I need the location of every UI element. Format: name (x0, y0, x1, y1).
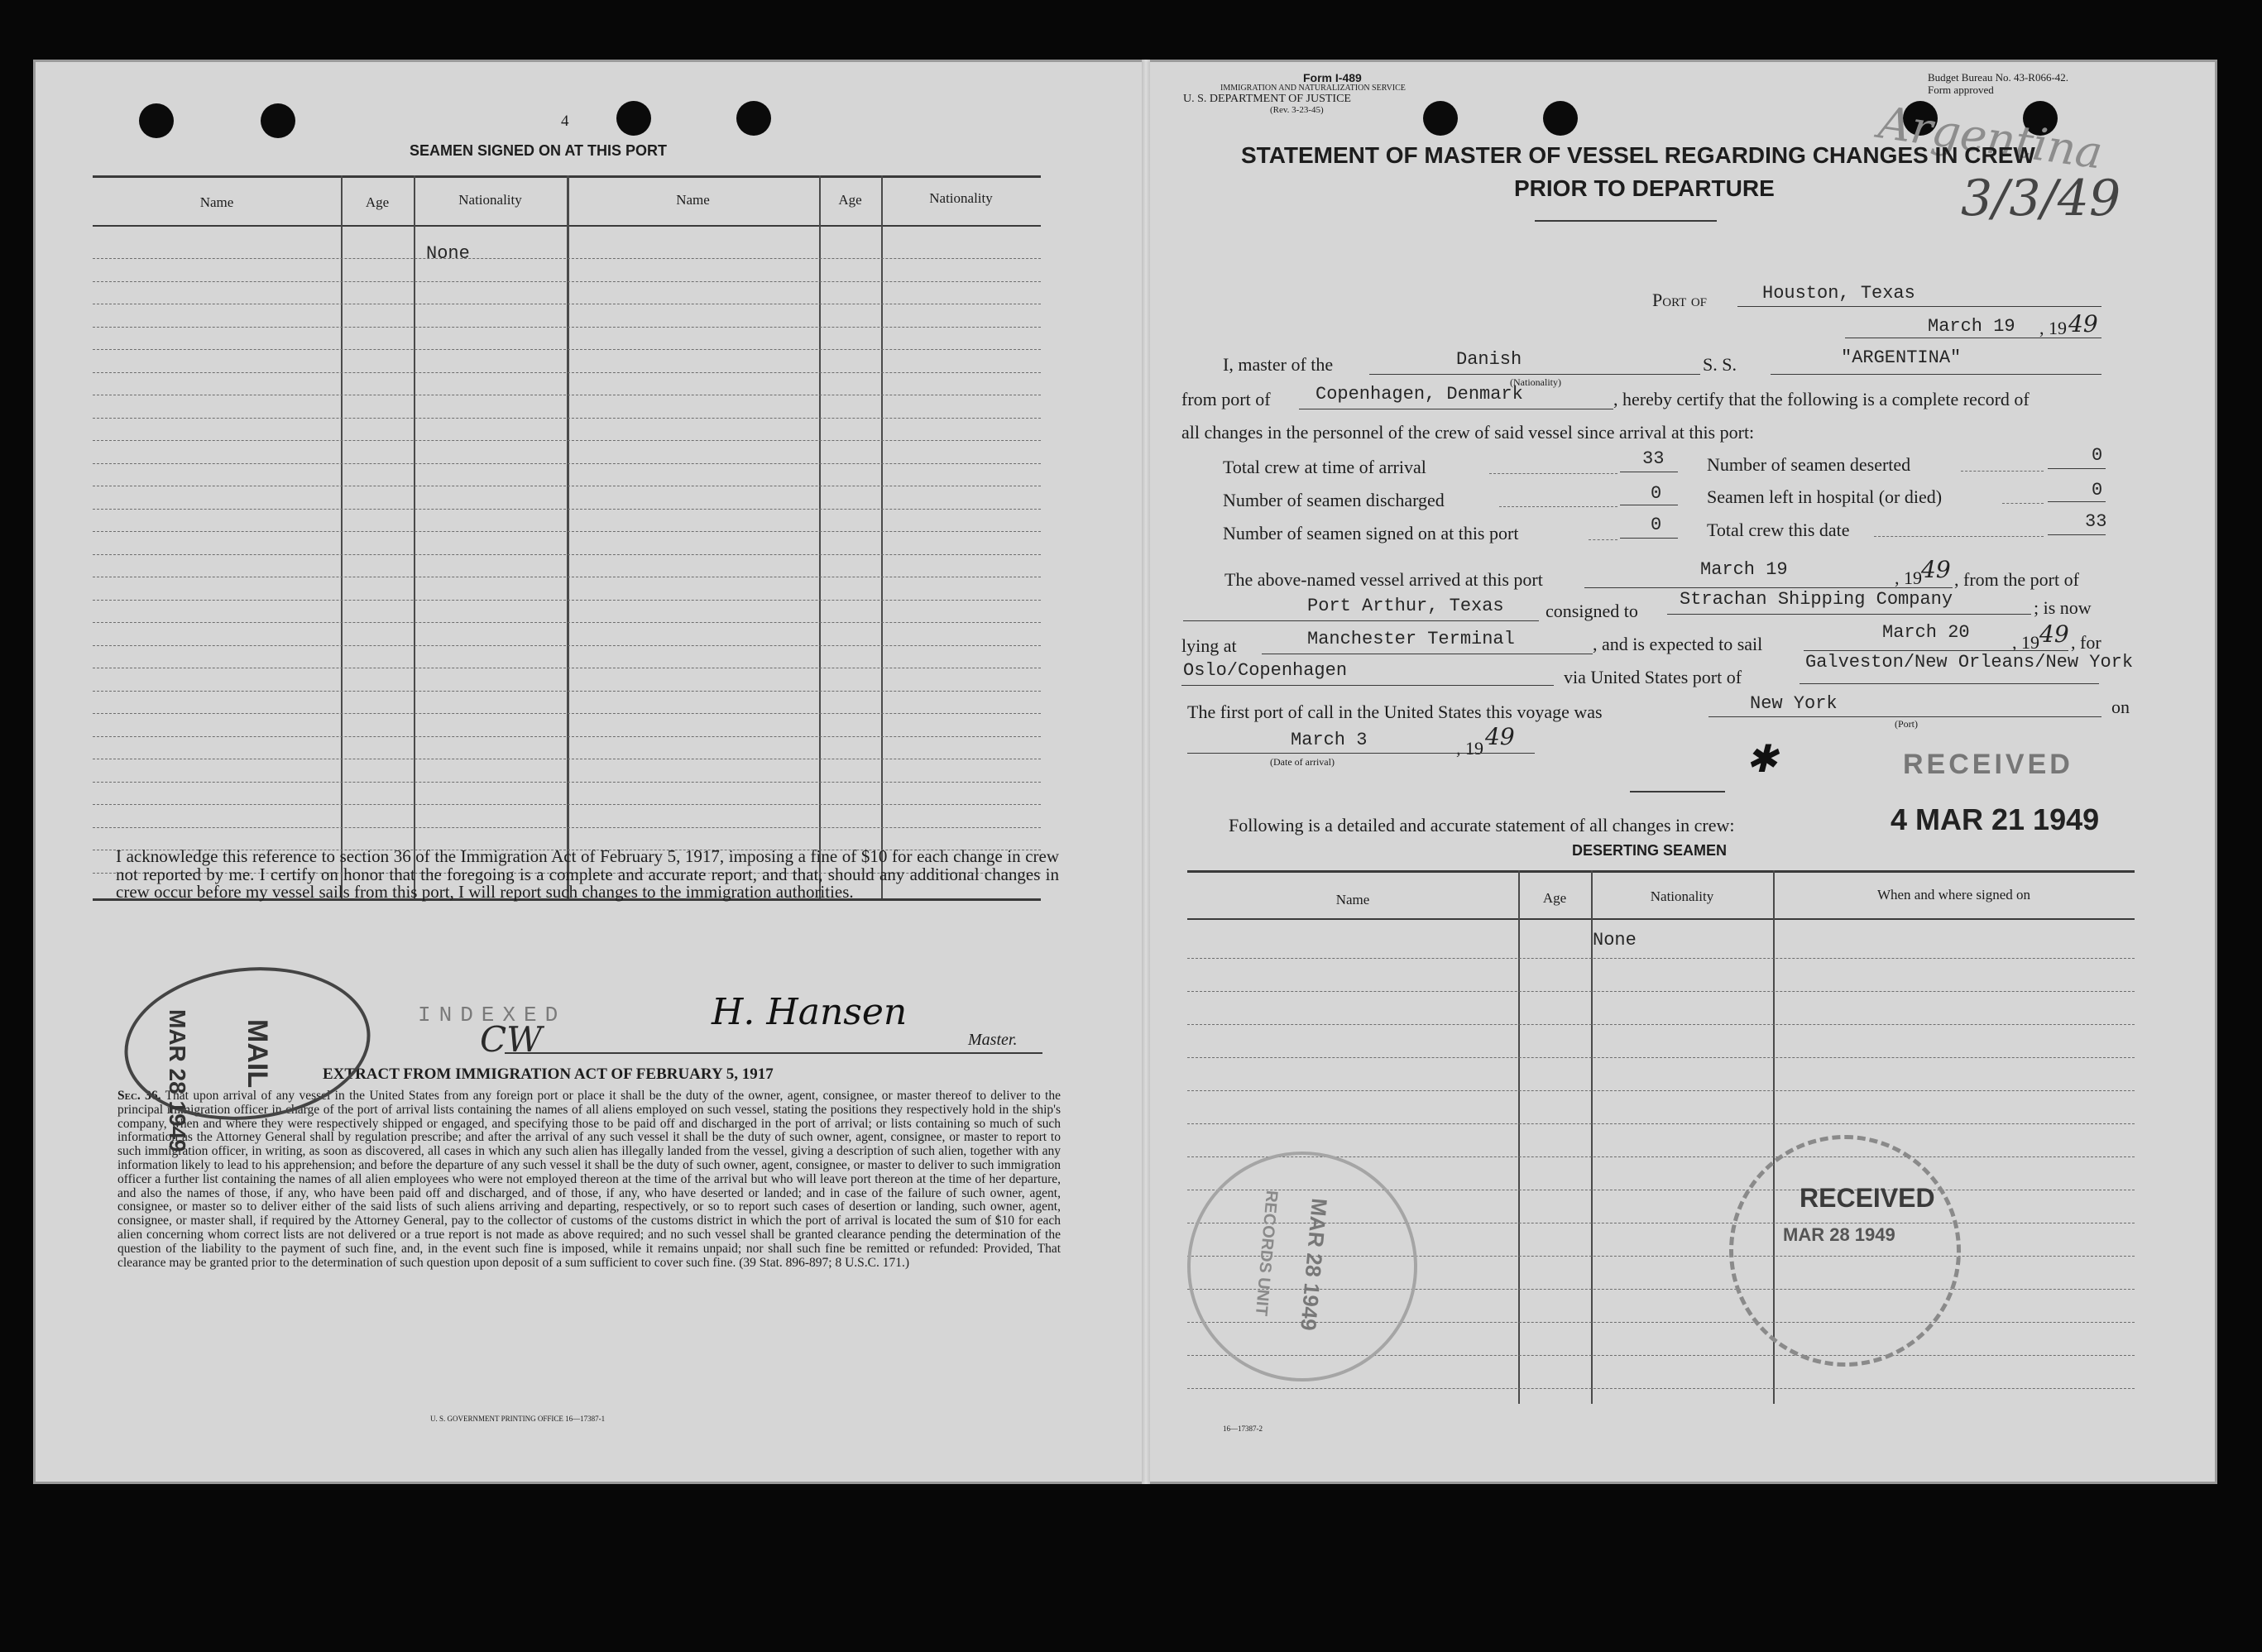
received-round-stamp-date: MAR 28 1949 (1783, 1224, 1895, 1245)
table-row-line (1187, 1090, 2135, 1091)
master-signature-line (505, 1052, 1042, 1054)
leader-dots (1499, 506, 1617, 507)
first-port-value: New York (1750, 693, 1838, 714)
title-underline (1535, 220, 1717, 222)
nationality-caption: (Nationality) (1510, 376, 1561, 388)
table-row-line (93, 691, 1041, 692)
received-stamp-date: 4 MAR 21 1949 (1891, 802, 2100, 836)
column-header-name: Name (199, 194, 234, 210)
signed-on-entry: None (426, 243, 470, 264)
column-header-nationality: Nationality (458, 192, 522, 208)
punch-hole (616, 101, 651, 136)
table-row-line (1187, 1388, 2135, 1389)
extract-section-label: Sec. 36. (117, 1089, 161, 1103)
via-ports-value: Galveston/New Orleans/New York (1805, 652, 2134, 673)
vessel-name-line (1771, 374, 2101, 375)
table-row-line (93, 554, 1041, 555)
extract-text: That upon arrival of any vessel in the United States from any foreign port or place it shall be the duty of the owner, agent, consignee, or master thereof to deliver to the principal immigration officer in charge of the port of arrival lists containing the names of all aliens employed on such vessel, stating the positions they respectively hold in the ship's company, when and where they were respectively shipped or engaged, and specifying those to be paid off and discharged in the port of arrival; or lists containing so much of such information as the Attorney General shall by regulation prescribe; and after the arrival of any such vessel it shall be the duty of such owner, agent, consignee, or master to report to such immigration officer, in writing, as soon as discovered, all cases in which any such alien has illegally landed from the vessel, giving a description of such alien, together with any information likely to lead to his apprehension; and before the departure of any such vessel it shall be the duty of such owner, agent, consignee, or master to deliver to such immigration officer a further list containing the names of all alien employees who were not employed thereon at the time of the arrival but who will leave port thereon at the time of her departure, and also the names of those, if any, who have been paid off and discharged, and of those, if any, who have deserted or landed; and in case of the failure of such owner, agent, consignee, or master so to deliver either of the said lists of such aliens arriving and departing, respectively, or so to report such cases of desertion or landing, such owner, agent, consignee, or master shall, if required by the Attorney General, pay to the collector of customs of the customs district in which the port of arrival is located the sum of $10 for each alien concerning whom correct lists are not delivered or a true report is not made as above required; and no such vessel shall be granted clearance pending the determination of the question of the liability to the payment of such fine, and, in the event such fine is imposed, while it remains unpaid; nor shall such fine be remitted or refunded: Provided, That clearance may be granted prior to the determination of such question upon deposit of a sum sufficient to cover such fine. (39 Stat. 896-897; 8 U.S.C. 171.) (117, 1089, 1061, 1270)
deserted-label: Number of seamen deserted (1707, 454, 1911, 475)
column-divider (881, 175, 883, 899)
from-the-port-label: , from the port of (1954, 569, 2079, 590)
for-label: , for (2071, 632, 2101, 653)
first-arrival-year-value: 49 (1485, 723, 1515, 750)
certify-text: , hereby certify that the following is a complete record of (1613, 389, 2030, 409)
mail-stamp-word: MAIL (242, 1019, 273, 1089)
table-row-line (93, 531, 1041, 532)
master-of-label: I, master of the (1223, 354, 1334, 375)
form-title-line-2: PRIOR TO DEPARTURE (1514, 175, 1775, 201)
punch-hole (1543, 101, 1578, 136)
agency-line-1: IMMIGRATION AND NATURALIZATION SERVICE (1220, 84, 1406, 93)
punch-hole (1423, 101, 1458, 136)
leader-dots (1874, 536, 2044, 537)
deserting-top-rule (1187, 870, 2135, 873)
from-port-value: Copenhagen, Denmark (1316, 384, 1523, 405)
signed-on-count-value: 0 (1651, 515, 1662, 535)
form-approved: Form approved (1928, 84, 1994, 96)
port-of-label: Port of (1652, 290, 1708, 310)
page-number: 4 (561, 113, 569, 130)
via-label: via United States port of (1564, 667, 1742, 687)
sail-year-value: 49 (2039, 620, 2069, 648)
seamen-signed-on-title: SEAMEN SIGNED ON AT THIS PORT (410, 142, 668, 159)
port-caption: (Port) (1895, 718, 1918, 730)
nationality-line (1369, 374, 1700, 375)
leader-dots (1961, 471, 2044, 472)
column-divider (819, 175, 821, 899)
page-fold (1142, 60, 1150, 1484)
form-title-line-1: STATEMENT OF MASTER OF VESSEL REGARDING CHANGES IN CREW (1241, 142, 2035, 168)
deserting-column-name: Name (1335, 892, 1370, 907)
deserting-seamen-title: DESERTING SEAMEN (1572, 842, 1728, 859)
mail-stamp-date: MAR 28 1949 (165, 1009, 190, 1152)
table-row-line (93, 509, 1041, 510)
column-header-name-2: Name (676, 192, 710, 208)
crew-date-value: 33 (2085, 511, 2107, 532)
date-of-arrival-caption: (Date of arrival) (1270, 756, 1335, 768)
master-signature: H. Hansen (712, 991, 908, 1033)
value-line (2048, 534, 2106, 535)
table-row-line (93, 372, 1041, 373)
is-now-label: ; is now (2034, 597, 2092, 618)
first-arrival-year-prefix: , 19 (1456, 738, 1483, 759)
column-header-age: Age (365, 194, 390, 210)
table-row-line (1187, 1024, 2135, 1025)
arrived-date-value: March 19 (1700, 559, 1788, 580)
punch-hole (261, 103, 295, 138)
value-line (1620, 538, 1678, 539)
discharged-value: 0 (1651, 483, 1662, 504)
budget-bureau-line: Budget Bureau No. 43-R066-42. (1928, 71, 2069, 84)
leader-dots (1489, 473, 1617, 474)
consigned-value: Strachan Shipping Company (1680, 589, 1953, 610)
port-of-value: Houston, Texas (1762, 283, 1915, 304)
deserting-entry: None (1593, 930, 1637, 950)
table-row-line (93, 782, 1041, 783)
sail-line (1804, 650, 2068, 651)
handwritten-date: 3/3/49 (1961, 170, 2121, 227)
all-changes-text: all changes in the personnel of the crew of said vessel since arrival at this port: (1181, 422, 1755, 443)
table-row-line (1187, 1123, 2135, 1124)
arrived-line (1584, 587, 1953, 588)
on-label: on (2111, 697, 2130, 717)
expected-label: , and is expected to sail (1593, 634, 1763, 654)
column-divider (1518, 870, 1520, 1404)
table-row-line (93, 327, 1041, 328)
first-port-line (1708, 716, 2101, 717)
port-of-line (1737, 306, 2101, 307)
column-header-nationality-2: Nationality (929, 190, 993, 206)
vessel-name-value: "ARGENTINA" (1841, 347, 1962, 368)
discharged-label: Number of seamen discharged (1223, 490, 1445, 510)
table-row-line (93, 281, 1041, 282)
destination-line (1181, 685, 1554, 686)
column-divider (341, 175, 343, 899)
arrived-year-value: 49 (1921, 556, 1951, 583)
destination-value: Oslo/Copenhagen (1183, 660, 1348, 681)
printer-line-left: U. S. GOVERNMENT PRINTING OFFICE 16—17387-1 (430, 1415, 606, 1423)
table-row-line (93, 463, 1041, 464)
statement-date-day: March 19 (1928, 316, 2015, 337)
first-arrival-line (1187, 753, 1535, 754)
ink-mark: ✱ (1746, 736, 1778, 781)
column-header-age-2: Age (838, 192, 862, 208)
table-row-line (93, 600, 1041, 601)
received-stamp-word: RECEIVED (1903, 749, 2073, 780)
statement-date-year: 49 (2068, 310, 2098, 338)
punch-hole (736, 101, 771, 136)
printer-code-right: 16—17387-2 (1223, 1425, 1263, 1433)
sail-date-value: March 20 (1882, 622, 1970, 643)
hospital-value: 0 (2092, 480, 2103, 500)
deserting-header-rule (1187, 918, 2135, 920)
sail-year-prefix: , 19 (2012, 632, 2039, 653)
column-divider (567, 175, 569, 899)
via-line (1800, 683, 2099, 684)
received-round-stamp (1729, 1135, 1961, 1367)
leader-dots (2002, 503, 2044, 504)
following-text: Following is a detailed and accurate statement of all changes in crew: (1229, 815, 1735, 836)
table-row-line (1187, 991, 2135, 992)
column-divider (414, 175, 415, 899)
table-row-line (1187, 1057, 2135, 1058)
consigned-line (1667, 614, 2031, 615)
crew-date-label: Total crew this date (1707, 520, 1850, 540)
punch-hole (139, 103, 174, 138)
acknowledgement-text: I acknowledge this reference to section 36 of the Immigration Act of February 5, 1917, imposing a fine of $10 for each change in crew not reported by me. I certify on honor that the foregoing is a complete and accurate report, and that, should any additional changes in crew occur before my vessel sails from this port, I will report such changes to the immigration authorities. (116, 846, 1059, 902)
indexed-initials: CW (480, 1019, 543, 1060)
form-number: Form I-489 (1303, 71, 1362, 84)
extract-title: EXTRACT FROM IMMIGRATION ACT OF FEBRUARY 5, 1917 (323, 1065, 774, 1083)
received-round-stamp-word: RECEIVED (1800, 1183, 1935, 1213)
records-unit-stamp-date: MAR 28 1949 (1296, 1197, 1332, 1332)
records-unit-stamp-word: RECORDS UNIT (1251, 1190, 1281, 1317)
table-row-line (93, 440, 1041, 441)
table-row-line (93, 645, 1041, 646)
deserting-column-when-where: When and where signed on (1876, 887, 2031, 903)
table-row-line (93, 827, 1041, 828)
separator-short (1630, 791, 1725, 792)
ss-label: S. S. (1703, 354, 1737, 375)
value-line (2048, 468, 2106, 469)
table-row-line (93, 736, 1041, 737)
from-the-port-line (1183, 620, 1539, 621)
value-line (2048, 501, 2106, 502)
table-row-line (1187, 958, 2135, 959)
consigned-label: consigned to (1546, 601, 1638, 621)
first-arrival-date-value: March 3 (1291, 730, 1368, 750)
agency-line-2: U. S. DEPARTMENT OF JUSTICE (1183, 93, 1351, 105)
lying-at-value: Manchester Terminal (1307, 629, 1515, 649)
table-row-line (93, 804, 1041, 805)
table-row-line (93, 418, 1041, 419)
leader-dots (1589, 539, 1617, 540)
deserted-value: 0 (2092, 445, 2103, 466)
crew-arrival-value: 33 (1642, 448, 1665, 469)
master-label: Master. (968, 1031, 1018, 1049)
statement-date-prefix: , 19 (2039, 318, 2067, 338)
crew-arrival-label: Total crew at time of arrival (1223, 457, 1426, 477)
table-row-line (93, 713, 1041, 714)
table-row-line (93, 622, 1041, 623)
first-port-label: The first port of call in the United States this voyage was (1187, 702, 1603, 722)
arrived-label: The above-named vessel arrived at this port (1224, 569, 1543, 590)
nationality-value: Danish (1456, 349, 1522, 370)
table-row-line (93, 258, 1041, 259)
deserting-column-age: Age (1542, 890, 1567, 906)
from-the-port-value: Port Arthur, Texas (1307, 596, 1504, 616)
deserting-column-nationality: Nationality (1650, 888, 1714, 904)
table-row-line (93, 349, 1041, 350)
form-revision: (Rev. 3-23-45) (1270, 105, 1324, 115)
from-port-label: from port of (1181, 389, 1271, 409)
indexed-stamp: INDEXED (418, 1003, 567, 1027)
arrived-year-prefix: , 19 (1895, 567, 1922, 588)
handwritten-ship-name: Argentina (1875, 96, 2106, 180)
lying-at-label: lying at (1181, 635, 1237, 656)
signed-on-count-label: Number of seamen signed on at this port (1223, 523, 1519, 543)
hospital-label: Seamen left in hospital (or died) (1707, 486, 1943, 507)
